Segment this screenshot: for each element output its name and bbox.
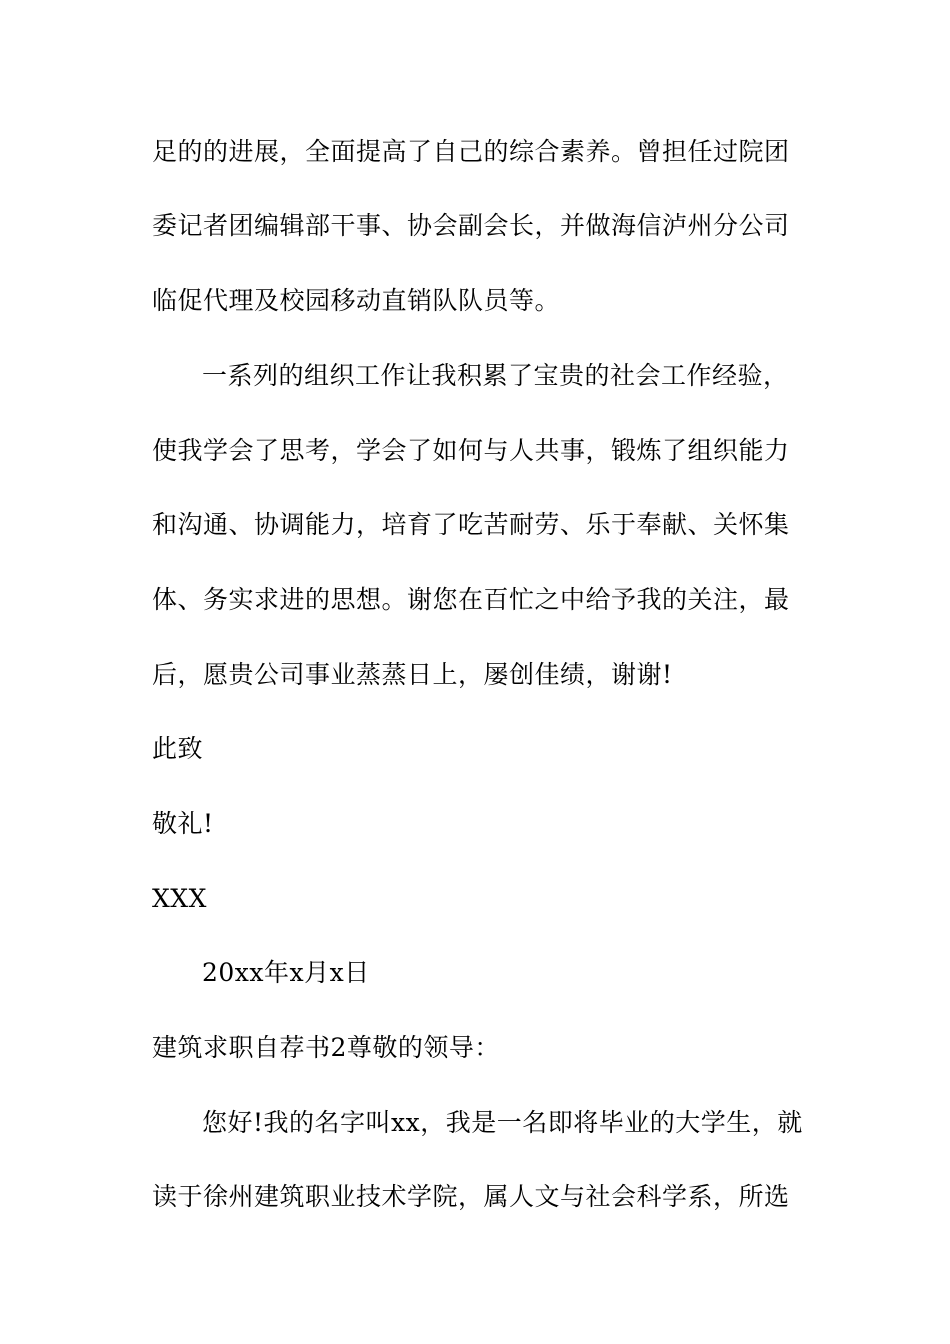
paragraph-line-3: 临促代理及校园移动直销队队员等。	[152, 286, 561, 315]
section-heading: 建筑求职自荐书2尊敬的领导：	[152, 1033, 500, 1062]
paragraph-line-10: 读于徐州建筑职业技术学院，属人文与社会科学系，所选	[152, 1182, 790, 1211]
signature-date: 20xx年x月x日	[202, 958, 370, 987]
paragraph-line-1: 足的的进展，全面提高了自己的综合素养。曾担任过院团	[152, 137, 790, 166]
paragraph-line-6: 和沟通、协调能力，培育了吃苦耐劳、乐于奉献、关怀集	[152, 510, 790, 539]
signature-name: XXX	[152, 884, 207, 913]
closing-salutation: 此致	[152, 734, 204, 763]
paragraph-line-9: 您好!我的名字叫xx，我是一名即将毕业的大学生，就	[202, 1108, 803, 1137]
closing-regards: 敬礼!	[152, 809, 214, 838]
paragraph-line-4: 一系列的组织工作让我积累了宝贵的社会工作经验，	[202, 361, 789, 390]
paragraph-line-8: 后，愿贵公司事业蒸蒸日上，屡创佳绩，谢谢!	[152, 660, 673, 689]
paragraph-line-2: 委记者团编辑部干事、协会副会长，并做海信泸州分公司	[152, 211, 790, 240]
paragraph-line-7: 体、务实求进的思想。谢您在百忙之中给予我的关注，最	[152, 585, 790, 614]
paragraph-line-5: 使我学会了思考，学会了如何与人共事，锻炼了组织能力	[152, 436, 790, 465]
